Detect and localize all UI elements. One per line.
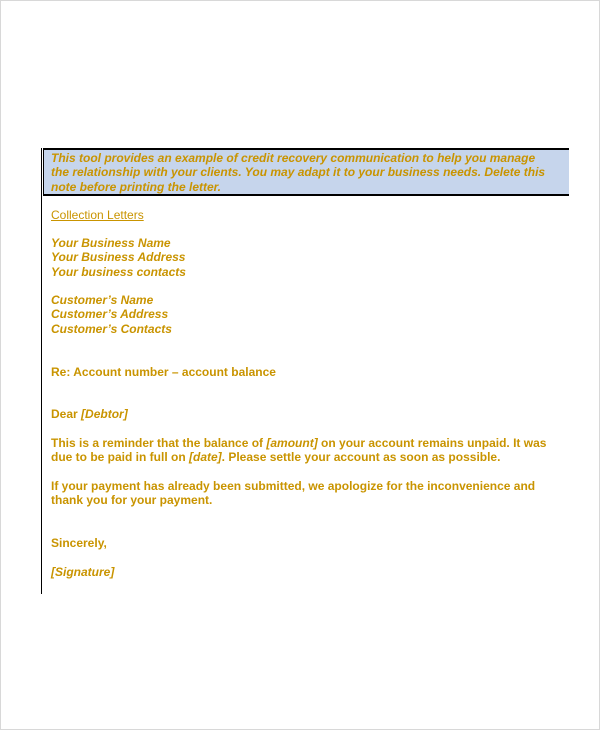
recipient-block xyxy=(51,293,172,336)
margin-line xyxy=(41,148,42,594)
salutation-prefix: Dear xyxy=(51,407,82,421)
paragraph-reminder xyxy=(51,436,546,465)
subject-line: Re: Account number – account balance xyxy=(51,365,276,379)
recipient-address: Customer’s Address xyxy=(51,307,169,322)
salutation xyxy=(51,407,128,421)
closing: Sincerely, xyxy=(51,536,107,550)
recipient-name: Customer’s Name xyxy=(51,293,154,307)
instruction-note xyxy=(43,148,569,196)
paragraph-apology xyxy=(51,479,535,508)
text: If your payment has already been submitted, we apologize for the inconvenience and xyxy=(51,479,536,493)
amount-placeholder: [amount] xyxy=(266,436,318,450)
recipient-contacts: Customer’s Contacts xyxy=(51,321,172,336)
text: This is a reminder that the balance of xyxy=(51,436,267,450)
text: thank you for your payment. xyxy=(51,493,213,508)
text: due to be paid in full on xyxy=(51,450,189,465)
sender-contacts: Your business contacts xyxy=(51,264,186,279)
date-placeholder: [date] xyxy=(189,450,222,465)
note-line: note before printing the letter. xyxy=(51,179,222,194)
note-line: the relationship with your clients. You may adapt it to your business needs. Delete this xyxy=(51,165,546,180)
text: . Please settle your account as soon as possible. xyxy=(221,450,501,465)
debtor-placeholder: [Debtor] xyxy=(81,407,128,421)
sender-name: Your Business Name xyxy=(51,236,171,250)
sender-address: Your Business Address xyxy=(51,250,186,265)
sender-block xyxy=(51,236,186,279)
text: on your account remains unpaid. It was xyxy=(317,436,547,450)
note-line: This tool provides an example of credit recovery communication to help you manage xyxy=(51,151,536,165)
document-heading: Collection Letters xyxy=(51,208,144,222)
signature-placeholder: [Signature] xyxy=(51,565,115,579)
